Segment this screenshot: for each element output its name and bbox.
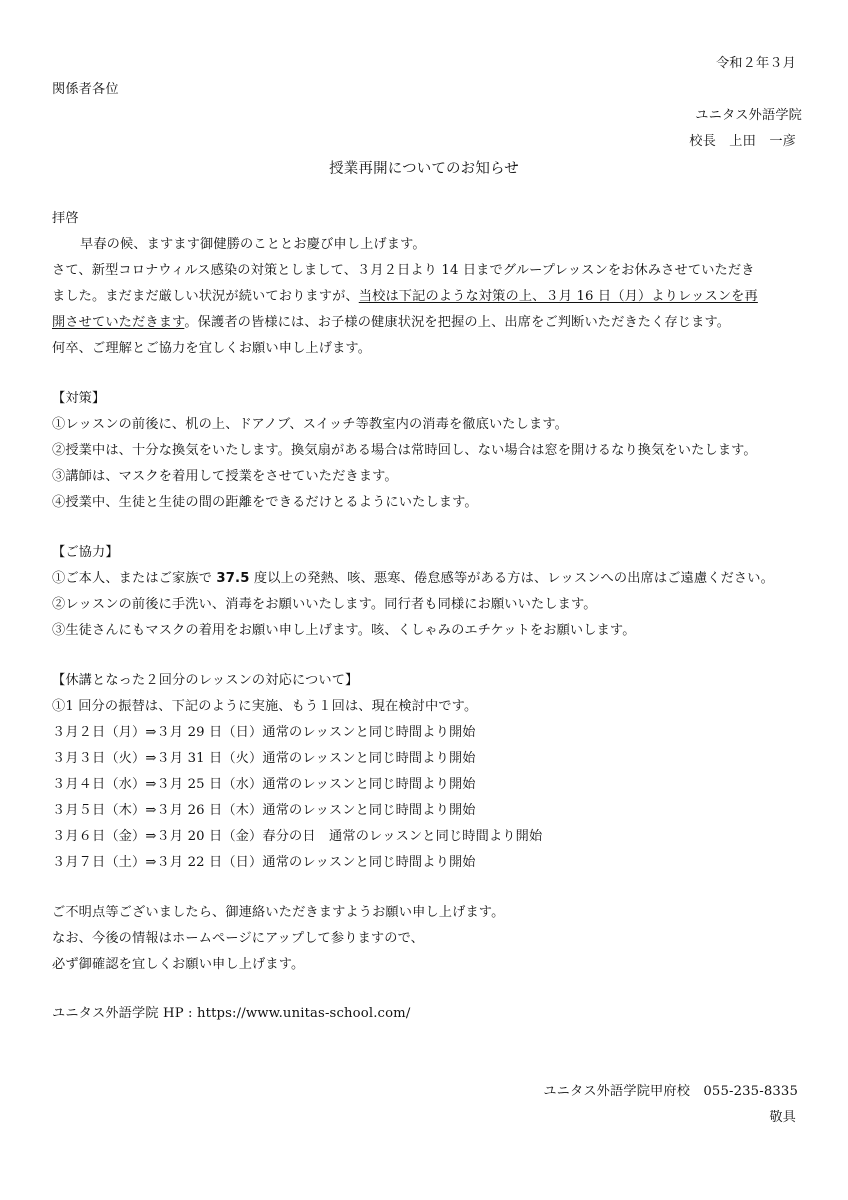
- list-item: [52, 571, 774, 587]
- addressee: 関係者各位: [52, 82, 119, 97]
- schedule-row: ３月６日（金）⇒３月 20 日（金）春分の日 通常のレッスンと同じ時間より開始: [52, 829, 543, 844]
- closing-line: ご不明点等ございましたら、御連絡いただきますようお願い申し上げます。: [52, 905, 505, 920]
- date: 令和２年３月: [715, 56, 796, 71]
- school-name: ユニタス外語学院: [695, 108, 802, 123]
- paragraph-line: さて、新型コロナウィルス感染の対策としまして、３月２日より 14 日までグループレッスンをお休みさせていただき: [52, 263, 755, 278]
- schedule-row: ３月５日（木）⇒３月 26 日（木）通常のレッスンと同じ時間より開始: [52, 803, 476, 818]
- cooperation-heading: 【ご協力】: [52, 545, 119, 560]
- opening-word: 拝啓: [52, 211, 79, 226]
- temperature-value: 37.5: [216, 571, 250, 586]
- measures-heading: 【対策】: [52, 391, 106, 406]
- schedule-row: ３月４日（水）⇒３月 25 日（水）通常のレッスンと同じ時間より開始: [52, 777, 476, 792]
- sign-off: 敬具: [769, 1110, 796, 1125]
- homepage-line: [52, 1006, 410, 1022]
- list-item: ④授業中、生徒と生徒の間の距離をできるだけとるようにいたします。: [52, 495, 478, 510]
- principal-name: 校長 上田 一彦: [689, 134, 796, 149]
- paragraph-line: [52, 315, 730, 331]
- homepage-link[interactable]: https://www.unitas-school.com/: [197, 1006, 411, 1021]
- list-item: ②授業中は、十分な換気をいたします。換気扇がある場合は常時回し、ない場合は窓を開けるなり換気をいたします。: [52, 443, 757, 458]
- list-item-text: 度以上の発熱、咳、悪寒、倦怠感等がある方は、レッスンへの出席はご遠慮ください。: [249, 571, 774, 586]
- underlined-notice: 当校は下記のような対策の上、３月 16 日（月）よりレッスンを再: [358, 289, 758, 304]
- makeup-intro: ①1 回分の振替は、下記のように実施、もう１回は、現在検討中です。: [52, 699, 478, 714]
- paragraph-text: ました。まだまだ厳しい状況が続いておりますが、: [52, 289, 359, 304]
- underlined-notice: 開させていただきます: [52, 315, 185, 330]
- schedule-row: ３月７日（土）⇒３月 22 日（日）通常のレッスンと同じ時間より開始: [52, 855, 476, 870]
- paragraph-line: 何卒、ご理解とご協力を宜しくお願い申し上げます。: [52, 341, 372, 356]
- closing-line: 必ず御確認を宜しくお願い申し上げます。: [52, 957, 305, 972]
- paragraph-line: [52, 289, 758, 305]
- list-item: ③講師は、マスクを着用して授業をさせていただきます。: [52, 469, 398, 484]
- contact-info: ユニタス外語学院甲府校 055-235-8335: [543, 1084, 798, 1099]
- list-item: ①レッスンの前後に、机の上、ドアノブ、スイッチ等教室内の消毒を徹底いたします。: [52, 417, 568, 432]
- page-title: 授業再開についてのお知らせ: [329, 161, 519, 177]
- seasonal-greeting: 早春の候、ますます御健勝のこととお慶び申し上げます。: [80, 237, 426, 252]
- list-item: ③生徒さんにもマスクの着用をお願い申し上げます。咳、くしゃみのエチケットをお願いします。: [52, 623, 636, 638]
- list-item: ②レッスンの前後に手洗い、消毒をお願いいたします。同行者も同様にお願いいたします。: [52, 597, 597, 612]
- homepage-label: ユニタス外語学院 HP :: [52, 1006, 197, 1021]
- schedule-row: ３月２日（月）⇒３月 29 日（日）通常のレッスンと同じ時間より開始: [52, 725, 476, 740]
- makeup-heading: 【休講となった２回分のレッスンの対応について】: [52, 673, 359, 688]
- paragraph-text: 。保護者の皆様には、お子様の健康状況を把握の上、出席をご判断いただきたく存じます。: [184, 315, 731, 330]
- schedule-row: ３月３日（火）⇒３月 31 日（火）通常のレッスンと同じ時間より開始: [52, 751, 476, 766]
- closing-line: なお、今後の情報はホームページにアップして参りますので、: [52, 931, 424, 946]
- list-item-text: ①ご本人、またはご家族で: [52, 571, 217, 586]
